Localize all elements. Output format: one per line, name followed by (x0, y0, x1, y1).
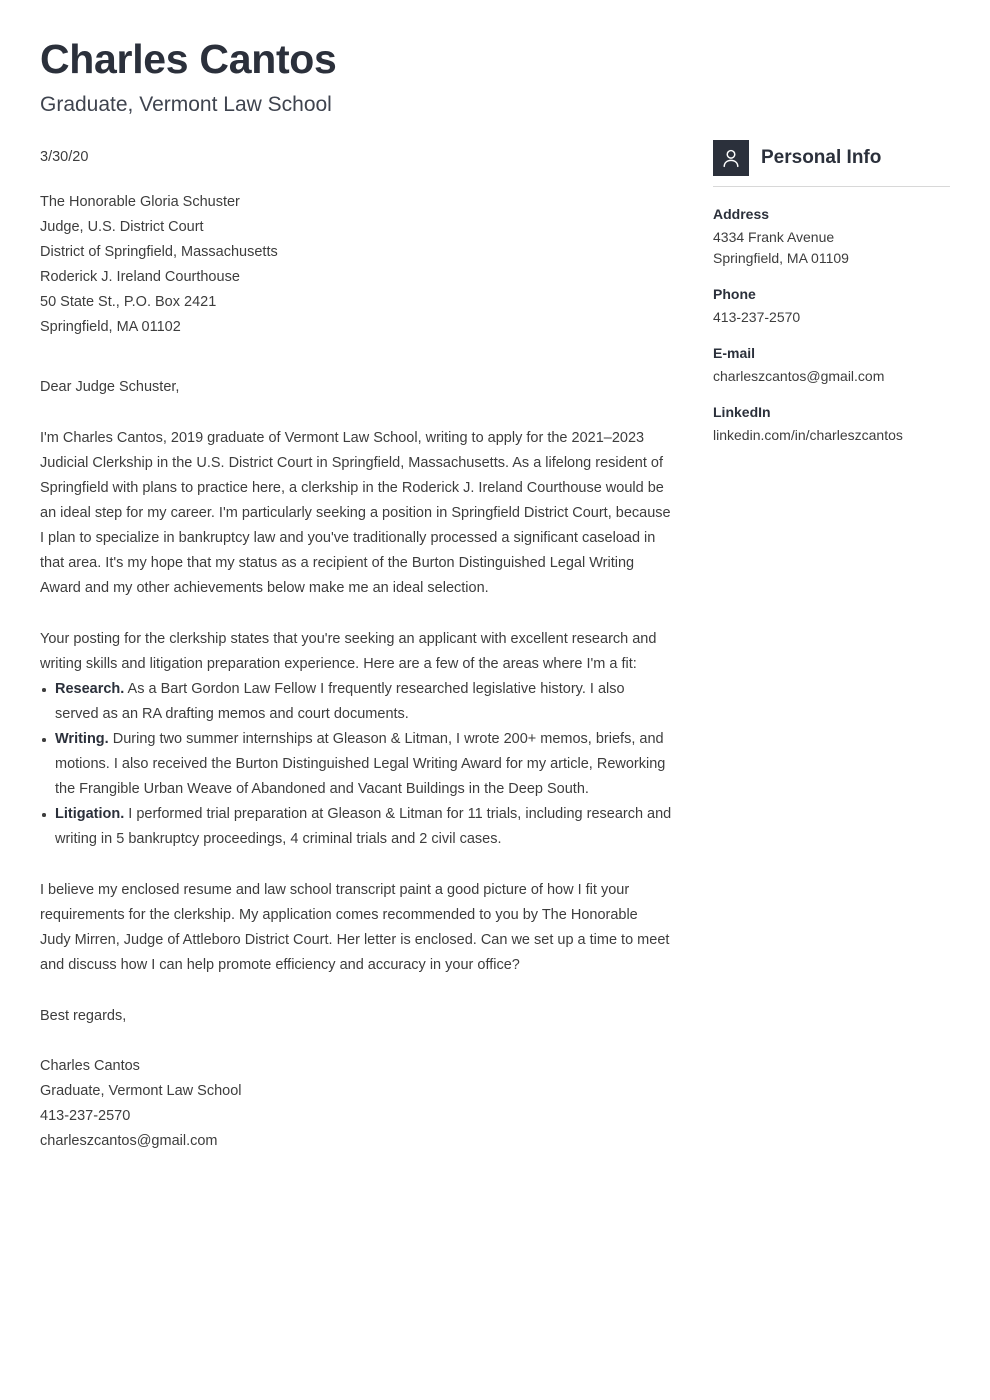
list-item-lead: Writing. (55, 731, 109, 747)
recipient-address-block (40, 190, 672, 340)
recipient-line: The Honorable Gloria Schuster (40, 194, 240, 210)
info-value: 413-237-2570 (713, 309, 801, 325)
info-value[interactable]: charleszcantos@gmail.com (713, 368, 885, 384)
info-label: Phone (713, 286, 756, 302)
sidebar-heading: Personal Info (761, 147, 882, 168)
signature-title: Graduate, Vermont Law School (40, 1083, 242, 1099)
person-icon (713, 140, 749, 176)
list-item-lead: Litigation. (55, 806, 125, 822)
list-item-text: During two summer internships at Gleason & Litman, I wrote 200+ memos, briefs, and motions. I also received the Burton Distinguished Legal Writing Award for my article, Reworking the Frangible Urban Weave of Abandoned and Vacant Buildings in the Deep South. (55, 731, 666, 797)
applicant-name: Charles Cantos (40, 36, 337, 82)
list-item (40, 677, 672, 727)
info-value: Springfield, MA 01109 (713, 250, 849, 266)
sidebar-heading-row (713, 140, 950, 187)
info-value[interactable]: linkedin.com/in/charleszcantos (713, 427, 903, 443)
signature-name: Charles Cantos (40, 1058, 140, 1074)
info-label: E-mail (713, 345, 756, 361)
qualification-list (40, 677, 672, 852)
info-group-linkedin (713, 401, 950, 446)
recipient-line: Judge, U.S. District Court (40, 219, 204, 235)
letter-header (40, 34, 680, 120)
body-paragraph-2: Your posting for the clerkship states that you're seeking an applicant with excellent research and writing skills and litigation preparation experience. Here are a few of the areas where I'm a fit: (40, 631, 657, 672)
applicant-subtitle: Graduate, Vermont Law School (40, 93, 332, 116)
body-paragraph-3: I believe my enclosed resume and law school transcript paint a good picture of how I fit your requirements for the clerkship. My application comes recommended to you by The Honorable Judy Mirren, Judge of Attleboro District Court. Her letter is enclosed. Can we set up a time to meet and discuss how I can help promote efficiency and accuracy in your office? (40, 882, 670, 973)
list-item-text: As a Bart Gordon Law Fellow I frequently researched legislative history. I also served as an RA drafting memos and court documents. (55, 681, 625, 722)
recipient-line: 50 State St., P.O. Box 2421 (40, 294, 217, 310)
personal-info-sidebar (713, 140, 950, 446)
sidebar-content (713, 187, 950, 446)
info-group-phone (713, 283, 950, 328)
list-item (40, 727, 672, 802)
info-group-address (713, 203, 950, 269)
list-item-text: I performed trial preparation at Gleason & Litman for 11 trials, including research and writing in 5 bankruptcy proceedings, 4 criminal trials and 2 civil cases. (55, 806, 672, 847)
recipient-line: Roderick J. Ireland Courthouse (40, 269, 240, 285)
letter-body (40, 145, 672, 1154)
recipient-line: Springfield, MA 01102 (40, 319, 181, 335)
closing-salutation: Best regards, (40, 1008, 127, 1024)
signature-phone: 413-237-2570 (40, 1108, 131, 1124)
list-item (40, 802, 672, 852)
signature-email: charleszcantos@gmail.com (40, 1133, 218, 1149)
body-paragraph-1: I'm Charles Cantos, 2019 graduate of Vermont Law School, writing to apply for the 2021–2023 Judicial Clerkship in the U.S. District Court in Springfield, Massachusetts. As a lifelong resident of Springfield with plans to practice here, a clerkship in the Roderick J. Ireland Courthouse would be an ideal step for my career. I'm particularly seeking a position in Springfield District Court, because I plan to specialize in bankruptcy law and you've traditionally processed a significant caseload in that area. It's my hope that my status as a recipient of the Burton Distinguished Legal Writing Award and my other achievements below make me an ideal selection. (40, 430, 671, 596)
recipient-line: District of Springfield, Massachusetts (40, 244, 278, 260)
list-item-lead: Research. (55, 681, 125, 697)
letter-date: 3/30/20 (40, 149, 89, 165)
info-value: 4334 Frank Avenue (713, 229, 835, 245)
signature-block (40, 1054, 672, 1154)
info-label: LinkedIn (713, 404, 771, 420)
info-group-email (713, 342, 950, 387)
salutation: Dear Judge Schuster, (40, 379, 180, 395)
info-label: Address (713, 206, 770, 222)
